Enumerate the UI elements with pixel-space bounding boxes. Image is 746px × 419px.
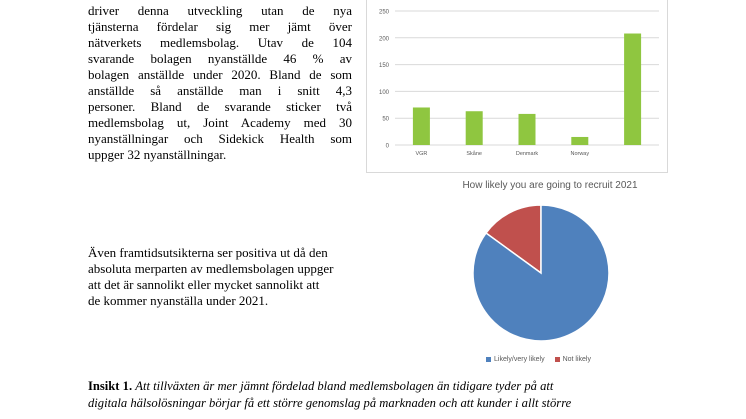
- legend-item-not-likely: [555, 356, 591, 363]
- text-line: de kommer nyanställa under 2021.: [88, 293, 269, 308]
- text-line: att det är sannolikt eller mycket sannolikt att: [88, 277, 320, 292]
- pie-chart-title: How likely you are going to recruit 2021: [462, 180, 638, 191]
- insight-line-2: [88, 395, 688, 412]
- text-line: uppger 32 nyanställningar.: [88, 147, 227, 162]
- insight-line-1: [88, 378, 688, 395]
- x-tick-label: Denmark: [515, 151, 539, 157]
- x-tick-label: Norway: [570, 151, 590, 157]
- text-line: driver denna utveckling utan de nya: [88, 3, 352, 18]
- bar-chart: [367, 0, 667, 172]
- y-tick-label: 200: [378, 36, 389, 43]
- insight-label: Insikt 1.: [88, 379, 133, 393]
- legend-swatch-likely: [486, 357, 491, 362]
- legend-item-likely: [486, 356, 545, 363]
- y-tick-label: 100: [378, 89, 389, 96]
- legend-swatch-not-likely: [555, 357, 560, 362]
- bar: [571, 137, 588, 145]
- pie-chart: [466, 198, 616, 348]
- text-line: bolagen anställde under 2020. Bland de som: [88, 67, 352, 82]
- text-line: absoluta merparten av medlemsbolagen uppger: [88, 261, 334, 276]
- y-tick-label: 50: [382, 116, 389, 123]
- text-line: svarande bolagen nyanställde 46 % av: [88, 51, 352, 66]
- bar: [413, 107, 430, 145]
- x-tick-label: Skåne: [466, 151, 483, 157]
- text-line: nyanställningar och Sidekick Health som: [88, 131, 352, 146]
- text-line: anställde så anställde man i snitt 4,3: [88, 83, 352, 98]
- insight-box: [88, 378, 688, 412]
- pie-legend: [486, 356, 591, 363]
- paragraph-recruitment-stats: [88, 3, 352, 163]
- text-line: tjänsterna fördelar sig mer jämt över: [88, 19, 352, 34]
- bar: [519, 114, 536, 145]
- text-line: Även framtidsutsikterna ser positiva ut då den: [88, 245, 328, 260]
- bar: [466, 111, 483, 145]
- insight-text-2: digitala hälsolösningar börjar få ett större genomslag på marknaden och att kunder i allt större: [88, 396, 572, 410]
- paragraph-future-outlook: [88, 245, 374, 309]
- y-tick-label: 0: [385, 143, 389, 150]
- text-line: medlemsbolag ut, Joint Academy med 30: [88, 115, 352, 130]
- x-tick-label: VGR: [415, 151, 428, 157]
- bar: [624, 34, 641, 145]
- insight-text-1: Att tillväxten är mer jämnt fördelad bland medlemsbolagen än tidigare tyder på att: [135, 379, 554, 393]
- text-line: nätverkets medlemsbolag. Utav de 104: [88, 35, 352, 50]
- bar-chart-frame: [366, 0, 668, 173]
- text-line: personer. Bland de svarande sticker två: [88, 99, 352, 114]
- y-tick-label: 150: [378, 63, 389, 70]
- y-tick-label: 250: [378, 9, 389, 16]
- legend-label-not-likely: Not likely: [562, 356, 591, 363]
- legend-label-likely: Likely/very likely: [494, 356, 545, 363]
